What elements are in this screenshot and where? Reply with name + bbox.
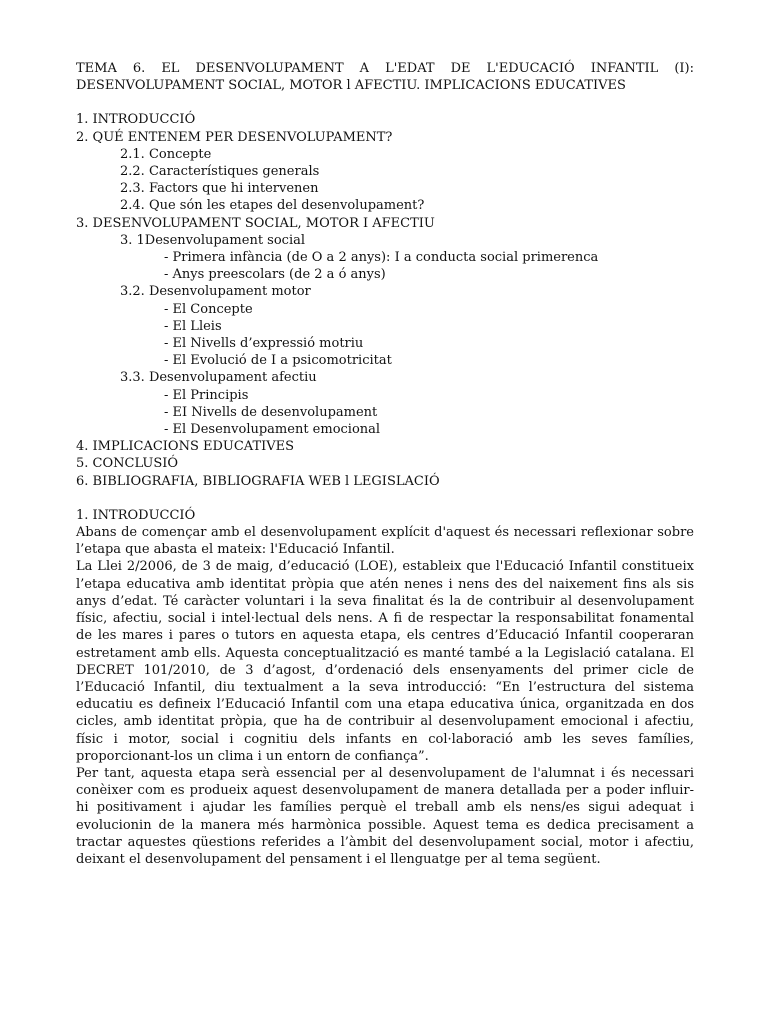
toc-item: 2.4. Que són les etapes del desenvolupament?: [120, 198, 425, 214]
toc-item: - El Principis: [164, 387, 249, 403]
toc-item: - El Desenvolupament emocional: [164, 422, 381, 438]
toc-item: 2.2. Característiques generals: [120, 164, 320, 180]
toc-item: 1. INTRODUCCIÓ: [76, 112, 196, 128]
title-line-1: TEMA 6. EL DESENVOLUPAMENT A L'EDAT DE L'EDUCACIÓ INFANTIL (I):: [76, 61, 694, 76]
toc-item: 3. DESENVOLUPAMENT SOCIAL, MOTOR I AFECTIU: [76, 215, 435, 231]
paragraph: Per tant, aquesta etapa serà essencial per al desenvolupament de l'alumnat i és necessari conèixer com es produeix aquest desenvolupament de manera detallada per a poder influir-hi positivament i ajudar les famílies perquè el treball amb els nens/es sigui adequat i evolucionin de la manera més harmònica possible. Aquest tema es dedica precisament a tractar aquestes qüestions referides a l’àmbit del desenvolupament social, motor i afectiu, deixant el desenvolupament del pensament i el llenguatge per al tema següent.: [76, 765, 694, 867]
paragraph: La Llei 2/2006, de 3 de maig, d’educació (LOE), estableix que l'Educació Infantil constitueix l’etapa educativa amb identitat pròpia que atén nenes i nens des del naixement fins als sis anys d’edat. Té caràcter voluntari i la seva finalitat és la de contribuir al desenvolupament físic, afectiu, social i intel·lectual dels nens. A fi de respectar la responsabilitat fonamental de les mares i pares o tutors en aquesta etapa, els centres d’Educació Infantil cooperaran estretament amb ells. Aquesta conceptualització es manté també a la Legislació catalana. El DECRET 101/2010, de 3 d’agost, d’ordenació dels ensenyaments del primer cicle de l’Educació Infantil, diu textualment a la seva introducció: “En l’estructura del sistema educatiu es defineix l’Educació Infantil com una etapa educativa única, organitzada en dos cicles, amb identitat pròpia, que ha de contribuir al desenvolupament emocional i afectiu, físic i motor, social i cognitiu dels infants en col·laboració amb les seves famílies, proporcionant-los un clima i un entorn de confiança”.: [76, 559, 694, 764]
toc-item: - El Nivells d’expressió motriu: [164, 336, 364, 352]
toc-item: 3.3. Desenvolupament afectiu: [120, 370, 317, 386]
toc-item: - El Concepte: [164, 301, 253, 317]
toc-item: 2. QUÉ ENTENEM PER DESENVOLUPAMENT?: [76, 129, 393, 145]
toc-item: 5. CONCLUSIÓ: [76, 456, 179, 472]
toc-item: - El Lleis: [164, 318, 222, 334]
toc-item: 3.2. Desenvolupament motor: [120, 284, 311, 300]
toc-item: - El Evolució de I a psicomotricitat: [164, 353, 392, 369]
title-line-2: DESENVOLUPAMENT SOCIAL, MOTOR l AFECTIU. IMPLICACIONS EDUCATIVES: [76, 78, 626, 94]
paragraph: Abans de començar amb el desenvolupament explícit d'aquest és necessari reflexionar sobre l’etapa que abasta el mateix: l'Educació Infantil.: [76, 525, 694, 558]
toc-item: - EI Nivells de desenvolupament: [164, 404, 378, 420]
document-title: [76, 60, 694, 94]
toc-item: 2.1. Concepte: [120, 146, 212, 162]
toc-item: 4. IMPLICACIONS EDUCATIVES: [76, 439, 295, 455]
toc-item: 2.3. Factors que hi intervenen: [120, 181, 319, 197]
toc-item: - Anys preescolars (de 2 a ó anys): [164, 267, 386, 283]
section-heading: 1. INTRODUCCIÓ: [76, 507, 196, 523]
toc-item: - Primera infància (de O a 2 anys): I a conducta social primerenca: [164, 250, 599, 266]
toc-item: 6. BIBLIOGRAFIA, BIBLIOGRAFIA WEB l LEGISLACIÓ: [76, 473, 440, 489]
section-introduction: [76, 507, 694, 868]
toc-item: 3. 1Desenvolupament social: [120, 232, 306, 248]
table-of-contents: [76, 111, 694, 489]
